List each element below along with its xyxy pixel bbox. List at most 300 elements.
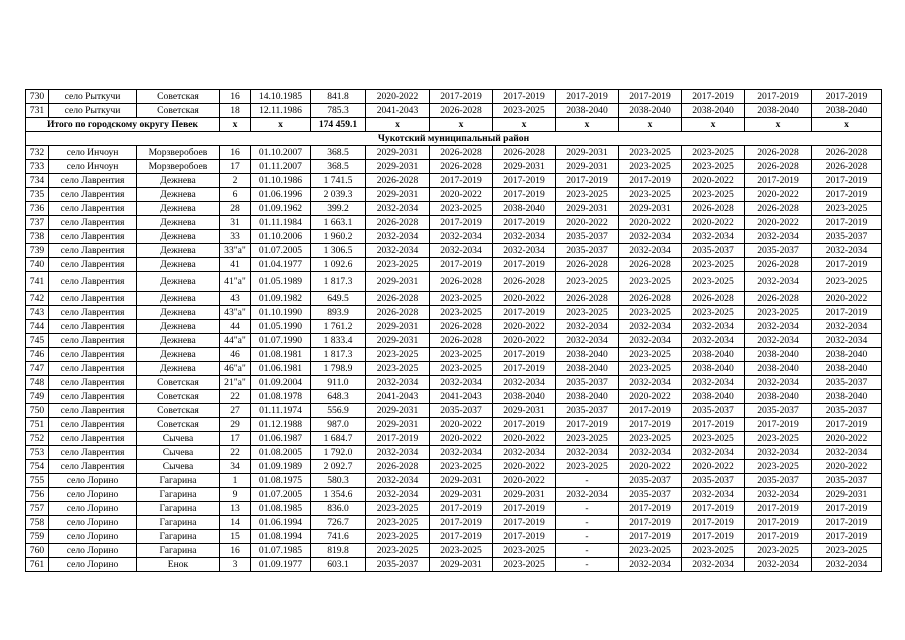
cell-year-elevator: 2017-2019 bbox=[556, 90, 619, 104]
cell-house-number: 16 bbox=[220, 90, 251, 104]
cell-row-number: 756 bbox=[26, 488, 49, 502]
cell-row-number: 761 bbox=[26, 558, 49, 572]
cell-year-roof: 2026-2028 bbox=[366, 292, 430, 306]
cell-settlement: село Лорино bbox=[49, 488, 137, 502]
cell-year-facade: 2017-2019 bbox=[430, 516, 493, 530]
cell-year-sewer: 2038-2040 bbox=[745, 104, 812, 118]
cell-row-number: 758 bbox=[26, 516, 49, 530]
cell-total-area: 2 092.7 bbox=[311, 460, 366, 474]
cell-year-foundation: 2020-2022 bbox=[493, 460, 556, 474]
cell-year-elevator: 2029-2031 bbox=[556, 146, 619, 160]
cell-year-sewer: 2023-2025 bbox=[745, 460, 812, 474]
cell-year-roof: 2023-2025 bbox=[366, 544, 430, 558]
cell-total-area: 893.9 bbox=[311, 306, 366, 320]
cell-house-number: 44 bbox=[220, 320, 251, 334]
cell-street: Гагарина bbox=[137, 474, 220, 488]
document-page bbox=[25, 89, 881, 572]
cell-row-number: 740 bbox=[26, 258, 49, 272]
cell-year-foundation: 2020-2022 bbox=[493, 292, 556, 306]
cell-commission-date: 01.09.1989 bbox=[251, 460, 311, 474]
cell-year-electric: 2038-2040 bbox=[812, 348, 882, 362]
cell-year-sewer: 2038-2040 bbox=[745, 348, 812, 362]
table-row bbox=[26, 202, 882, 216]
cell-commission-date: 01.09.2004 bbox=[251, 376, 311, 390]
cell-year-elevator: - bbox=[556, 530, 619, 544]
cell-commission-date: 01.12.1988 bbox=[251, 418, 311, 432]
cell-total-area: 785.3 bbox=[311, 104, 366, 118]
cell-commission-date: 01.10.2007 bbox=[251, 146, 311, 160]
cell-house-number: 13 bbox=[220, 502, 251, 516]
cell-commission-date: 01.08.1985 bbox=[251, 502, 311, 516]
cell-year-foundation: 2026-2028 bbox=[493, 146, 556, 160]
cell-year-sewer: 2017-2019 bbox=[745, 174, 812, 188]
cell-street: Гагарина bbox=[137, 544, 220, 558]
cell-year-electric: 2029-2031 bbox=[812, 488, 882, 502]
cell-year-electric: 2035-2037 bbox=[812, 230, 882, 244]
cell-year-facade: 2023-2025 bbox=[430, 306, 493, 320]
cell-year-elevator: 2038-2040 bbox=[556, 348, 619, 362]
cell-total-area: 1 306.5 bbox=[311, 244, 366, 258]
cell-settlement: село Лаврентия bbox=[49, 244, 137, 258]
cell-year-heating: 2020-2022 bbox=[619, 216, 682, 230]
cell-commission-date: 01.10.1990 bbox=[251, 306, 311, 320]
cell-year-water: 2020-2022 bbox=[682, 460, 745, 474]
table-row bbox=[26, 544, 882, 558]
cell-year-water: 2017-2019 bbox=[682, 516, 745, 530]
cell-commission-date: 01.11.1974 bbox=[251, 404, 311, 418]
cell-year-foundation: 2017-2019 bbox=[493, 348, 556, 362]
total-year-cell: x bbox=[682, 118, 745, 132]
cell-year-electric: 2020-2022 bbox=[812, 460, 882, 474]
cell-year-sewer: 2023-2025 bbox=[745, 544, 812, 558]
cell-commission-date: 01.08.1978 bbox=[251, 390, 311, 404]
cell-street: Гагарина bbox=[137, 502, 220, 516]
cell-year-electric: 2035-2037 bbox=[812, 474, 882, 488]
cell-year-roof: 2041-2043 bbox=[366, 104, 430, 118]
cell-settlement: село Лаврентия bbox=[49, 362, 137, 376]
cell-year-heating: 2032-2034 bbox=[619, 376, 682, 390]
cell-year-facade: 2026-2028 bbox=[430, 272, 493, 292]
cell-settlement: село Инчоун bbox=[49, 160, 137, 174]
cell-total-area: 1 741.5 bbox=[311, 174, 366, 188]
cell-commission-date: 01.06.1996 bbox=[251, 188, 311, 202]
cell-year-foundation: 2017-2019 bbox=[493, 216, 556, 230]
table-row bbox=[26, 376, 882, 390]
cell-commission-date: 14.10.1985 bbox=[251, 90, 311, 104]
cell-commission-date: 01.07.2005 bbox=[251, 244, 311, 258]
cell-row-number: 742 bbox=[26, 292, 49, 306]
cell-year-facade: 2032-2034 bbox=[430, 230, 493, 244]
table-row bbox=[26, 104, 882, 118]
cell-street: Морзверобоев bbox=[137, 160, 220, 174]
cell-settlement: село Лорино bbox=[49, 544, 137, 558]
cell-year-electric: 2017-2019 bbox=[812, 418, 882, 432]
cell-year-facade: 2026-2028 bbox=[430, 320, 493, 334]
cell-year-sewer: 2017-2019 bbox=[745, 516, 812, 530]
cell-house-number: 3 bbox=[220, 558, 251, 572]
cell-settlement: село Рыткучи bbox=[49, 104, 137, 118]
cell-year-water: 2017-2019 bbox=[682, 530, 745, 544]
cell-year-sewer: 2026-2028 bbox=[745, 292, 812, 306]
cell-year-facade: 2020-2022 bbox=[430, 188, 493, 202]
cell-year-foundation: 2032-2034 bbox=[493, 446, 556, 460]
cell-settlement: село Лаврентия bbox=[49, 292, 137, 306]
cell-row-number: 749 bbox=[26, 390, 49, 404]
cell-year-elevator: 2035-2037 bbox=[556, 376, 619, 390]
cell-year-water: 2023-2025 bbox=[682, 272, 745, 292]
cell-year-water: 2017-2019 bbox=[682, 418, 745, 432]
cell-year-roof: 2041-2043 bbox=[366, 390, 430, 404]
cell-year-foundation: 2038-2040 bbox=[493, 202, 556, 216]
table-row bbox=[26, 334, 882, 348]
cell-year-electric: 2017-2019 bbox=[812, 530, 882, 544]
cell-year-electric: 2038-2040 bbox=[812, 362, 882, 376]
cell-settlement: село Лаврентия bbox=[49, 272, 137, 292]
cell-year-foundation: 2017-2019 bbox=[493, 306, 556, 320]
cell-year-electric: 2038-2040 bbox=[812, 104, 882, 118]
cell-year-roof: 2029-2031 bbox=[366, 334, 430, 348]
cell-house-number: 22 bbox=[220, 446, 251, 460]
cell-total-area: 603.1 bbox=[311, 558, 366, 572]
cell-street: Енок bbox=[137, 558, 220, 572]
cell-year-water: 2038-2040 bbox=[682, 390, 745, 404]
cell-row-number: 744 bbox=[26, 320, 49, 334]
cell-year-water: 2017-2019 bbox=[682, 502, 745, 516]
cell-total-area: 1 792.0 bbox=[311, 446, 366, 460]
table-row bbox=[26, 230, 882, 244]
cell-year-electric: 2032-2034 bbox=[812, 446, 882, 460]
cell-settlement: село Лаврентия bbox=[49, 174, 137, 188]
cell-year-elevator: 2023-2025 bbox=[556, 306, 619, 320]
cell-house-number: 22 bbox=[220, 390, 251, 404]
cell-year-facade: 2020-2022 bbox=[430, 432, 493, 446]
cell-year-water: 2038-2040 bbox=[682, 362, 745, 376]
cell-year-sewer: 2032-2034 bbox=[745, 334, 812, 348]
cell-row-number: 747 bbox=[26, 362, 49, 376]
cell-street: Дежнева bbox=[137, 244, 220, 258]
cell-settlement: село Лорино bbox=[49, 474, 137, 488]
table-row bbox=[26, 244, 882, 258]
cell-year-sewer: 2023-2025 bbox=[745, 432, 812, 446]
cell-year-facade: 2041-2043 bbox=[430, 390, 493, 404]
cell-total-area: 1 817.3 bbox=[311, 272, 366, 292]
cell-year-roof: 2032-2034 bbox=[366, 244, 430, 258]
table-row bbox=[26, 460, 882, 474]
cell-year-roof: 2029-2031 bbox=[366, 188, 430, 202]
cell-year-facade: 2017-2019 bbox=[430, 258, 493, 272]
cell-year-foundation: 2032-2034 bbox=[493, 230, 556, 244]
cell-year-roof: 2026-2028 bbox=[366, 306, 430, 320]
cell-commission-date: 01.08.2005 bbox=[251, 446, 311, 460]
cell-year-water: 2020-2022 bbox=[682, 174, 745, 188]
cell-settlement: село Инчоун bbox=[49, 146, 137, 160]
cell-year-roof: 2023-2025 bbox=[366, 362, 430, 376]
cell-year-roof: 2020-2022 bbox=[366, 90, 430, 104]
cell-settlement: село Лаврентия bbox=[49, 306, 137, 320]
cell-year-water: 2023-2025 bbox=[682, 146, 745, 160]
cell-year-electric: 2023-2025 bbox=[812, 544, 882, 558]
cell-year-roof: 2029-2031 bbox=[366, 418, 430, 432]
cell-settlement: село Лаврентия bbox=[49, 334, 137, 348]
table-row bbox=[26, 502, 882, 516]
cell-year-electric: 2032-2034 bbox=[812, 334, 882, 348]
cell-year-roof: 2035-2037 bbox=[366, 558, 430, 572]
table-row bbox=[26, 418, 882, 432]
cell-year-roof: 2026-2028 bbox=[366, 460, 430, 474]
cell-year-elevator: 2035-2037 bbox=[556, 244, 619, 258]
cell-settlement: село Лаврентия bbox=[49, 418, 137, 432]
cell-year-roof: 2026-2028 bbox=[366, 174, 430, 188]
table-row bbox=[26, 432, 882, 446]
cell-commission-date: 01.09.1977 bbox=[251, 558, 311, 572]
cell-year-foundation: 2020-2022 bbox=[493, 334, 556, 348]
cell-year-heating: 2023-2025 bbox=[619, 160, 682, 174]
cell-settlement: село Лаврентия bbox=[49, 188, 137, 202]
table-row bbox=[26, 272, 882, 292]
cell-year-facade: 2032-2034 bbox=[430, 446, 493, 460]
cell-year-roof: 2032-2034 bbox=[366, 230, 430, 244]
cell-street: Морзверобоев bbox=[137, 146, 220, 160]
cell-commission-date: 01.11.1984 bbox=[251, 216, 311, 230]
cell-year-foundation: 2017-2019 bbox=[493, 502, 556, 516]
cell-year-heating: 2026-2028 bbox=[619, 292, 682, 306]
cell-settlement: село Лаврентия bbox=[49, 320, 137, 334]
cell-house-number: 44"а" bbox=[220, 334, 251, 348]
cell-year-sewer: 2026-2028 bbox=[745, 146, 812, 160]
cell-street: Советская bbox=[137, 376, 220, 390]
total-row bbox=[26, 118, 882, 132]
cell-year-electric: 2038-2040 bbox=[812, 390, 882, 404]
cell-year-heating: 2023-2025 bbox=[619, 362, 682, 376]
cell-year-electric: 2017-2019 bbox=[812, 90, 882, 104]
cell-row-number: 745 bbox=[26, 334, 49, 348]
cell-year-water: 2023-2025 bbox=[682, 432, 745, 446]
cell-year-water: 2032-2034 bbox=[682, 376, 745, 390]
cell-row-number: 731 bbox=[26, 104, 49, 118]
cell-total-area: 1 817.3 bbox=[311, 348, 366, 362]
cell-year-sewer: 2032-2034 bbox=[745, 320, 812, 334]
cell-year-sewer: 2017-2019 bbox=[745, 90, 812, 104]
cell-year-sewer: 2017-2019 bbox=[745, 502, 812, 516]
cell-year-water: 2023-2025 bbox=[682, 188, 745, 202]
cell-year-foundation: 2017-2019 bbox=[493, 90, 556, 104]
cell-row-number: 730 bbox=[26, 90, 49, 104]
total-year-cell: x bbox=[493, 118, 556, 132]
cell-settlement: село Лаврентия bbox=[49, 390, 137, 404]
total-cell-1: x bbox=[220, 118, 251, 132]
cell-street: Советская bbox=[137, 418, 220, 432]
cell-commission-date: 01.07.1990 bbox=[251, 334, 311, 348]
cell-year-elevator: 2038-2040 bbox=[556, 390, 619, 404]
cell-year-foundation: 2017-2019 bbox=[493, 418, 556, 432]
cell-house-number: 41"а" bbox=[220, 272, 251, 292]
cell-year-heating: 2032-2034 bbox=[619, 446, 682, 460]
cell-commission-date: 01.08.1994 bbox=[251, 530, 311, 544]
cell-total-area: 741.6 bbox=[311, 530, 366, 544]
cell-house-number: 27 bbox=[220, 404, 251, 418]
cell-year-water: 2026-2028 bbox=[682, 292, 745, 306]
cell-settlement: село Лаврентия bbox=[49, 230, 137, 244]
cell-commission-date: 01.10.1986 bbox=[251, 174, 311, 188]
cell-house-number: 6 bbox=[220, 188, 251, 202]
cell-commission-date: 01.05.1989 bbox=[251, 272, 311, 292]
cell-row-number: 743 bbox=[26, 306, 49, 320]
cell-year-heating: 2038-2040 bbox=[619, 104, 682, 118]
cell-year-heating: 2017-2019 bbox=[619, 404, 682, 418]
cell-settlement: село Лаврентия bbox=[49, 258, 137, 272]
cell-year-elevator: 2035-2037 bbox=[556, 230, 619, 244]
cell-year-sewer: 2032-2034 bbox=[745, 376, 812, 390]
cell-year-facade: 2017-2019 bbox=[430, 502, 493, 516]
cell-settlement: село Лорино bbox=[49, 516, 137, 530]
cell-street: Дежнева bbox=[137, 348, 220, 362]
cell-year-water: 2035-2037 bbox=[682, 244, 745, 258]
cell-row-number: 752 bbox=[26, 432, 49, 446]
table-row bbox=[26, 292, 882, 306]
cell-street: Дежнева bbox=[137, 292, 220, 306]
cell-year-sewer: 2032-2034 bbox=[745, 230, 812, 244]
cell-street: Дежнева bbox=[137, 174, 220, 188]
cell-year-elevator: - bbox=[556, 544, 619, 558]
cell-year-electric: 2020-2022 bbox=[812, 432, 882, 446]
cell-street: Дежнева bbox=[137, 258, 220, 272]
table-row bbox=[26, 174, 882, 188]
cell-total-area: 987.0 bbox=[311, 418, 366, 432]
cell-year-elevator: 2032-2034 bbox=[556, 334, 619, 348]
cell-year-heating: 2035-2037 bbox=[619, 474, 682, 488]
cell-year-foundation: 2023-2025 bbox=[493, 544, 556, 558]
total-cell-2: x bbox=[251, 118, 311, 132]
cell-year-electric: 2017-2019 bbox=[812, 516, 882, 530]
cell-year-heating: 2017-2019 bbox=[619, 530, 682, 544]
cell-total-area: 1 833.4 bbox=[311, 334, 366, 348]
cell-house-number: 46"а" bbox=[220, 362, 251, 376]
cell-year-elevator: 2020-2022 bbox=[556, 216, 619, 230]
cell-commission-date: 01.11.2007 bbox=[251, 160, 311, 174]
cell-year-facade: 2023-2025 bbox=[430, 202, 493, 216]
table-row bbox=[26, 558, 882, 572]
cell-row-number: 750 bbox=[26, 404, 49, 418]
cell-year-foundation: 2029-2031 bbox=[493, 488, 556, 502]
table-row bbox=[26, 320, 882, 334]
cell-row-number: 751 bbox=[26, 418, 49, 432]
cell-year-roof: 2032-2034 bbox=[366, 202, 430, 216]
table-row bbox=[26, 488, 882, 502]
cell-year-facade: 2026-2028 bbox=[430, 146, 493, 160]
total-year-cell: x bbox=[812, 118, 882, 132]
cell-year-facade: 2026-2028 bbox=[430, 334, 493, 348]
cell-row-number: 746 bbox=[26, 348, 49, 362]
cell-total-area: 399.2 bbox=[311, 202, 366, 216]
cell-year-water: 2032-2034 bbox=[682, 334, 745, 348]
cell-year-heating: 2017-2019 bbox=[619, 418, 682, 432]
cell-year-facade: 2029-2031 bbox=[430, 558, 493, 572]
cell-year-sewer: 2017-2019 bbox=[745, 530, 812, 544]
cell-year-roof: 2026-2028 bbox=[366, 216, 430, 230]
cell-year-electric: 2017-2019 bbox=[812, 216, 882, 230]
cell-total-area: 1 761.2 bbox=[311, 320, 366, 334]
cell-year-electric: 2023-2025 bbox=[812, 272, 882, 292]
cell-row-number: 754 bbox=[26, 460, 49, 474]
cell-street: Советская bbox=[137, 104, 220, 118]
cell-year-electric: 2035-2037 bbox=[812, 376, 882, 390]
cell-total-area: 368.5 bbox=[311, 160, 366, 174]
cell-year-foundation: 2017-2019 bbox=[493, 516, 556, 530]
cell-total-area: 2 039.3 bbox=[311, 188, 366, 202]
cell-year-roof: 2029-2031 bbox=[366, 272, 430, 292]
cell-year-foundation: 2029-2031 bbox=[493, 160, 556, 174]
cell-year-heating: 2023-2025 bbox=[619, 188, 682, 202]
cell-settlement: село Лаврентия bbox=[49, 348, 137, 362]
cell-year-water: 2035-2037 bbox=[682, 474, 745, 488]
cell-settlement: село Лаврентия bbox=[49, 446, 137, 460]
cell-settlement: село Лаврентия bbox=[49, 404, 137, 418]
cell-year-heating: 2017-2019 bbox=[619, 90, 682, 104]
cell-house-number: 46 bbox=[220, 348, 251, 362]
cell-year-heating: 2020-2022 bbox=[619, 460, 682, 474]
cell-commission-date: 01.04.1977 bbox=[251, 258, 311, 272]
cell-year-sewer: 2035-2037 bbox=[745, 474, 812, 488]
cell-settlement: село Лорино bbox=[49, 502, 137, 516]
cell-year-elevator: 2029-2031 bbox=[556, 160, 619, 174]
cell-year-sewer: 2032-2034 bbox=[745, 558, 812, 572]
cell-year-foundation: 2017-2019 bbox=[493, 174, 556, 188]
cell-year-roof: 2029-2031 bbox=[366, 160, 430, 174]
table-row bbox=[26, 216, 882, 230]
cell-total-area: 1 798.9 bbox=[311, 362, 366, 376]
table-body bbox=[26, 90, 882, 572]
cell-year-electric: 2026-2028 bbox=[812, 146, 882, 160]
cell-year-roof: 2029-2031 bbox=[366, 320, 430, 334]
table-row bbox=[26, 516, 882, 530]
cell-year-facade: 2023-2025 bbox=[430, 362, 493, 376]
cell-row-number: 739 bbox=[26, 244, 49, 258]
cell-year-water: 2035-2037 bbox=[682, 404, 745, 418]
cell-year-sewer: 2038-2040 bbox=[745, 390, 812, 404]
table-row bbox=[26, 90, 882, 104]
cell-year-elevator: 2035-2037 bbox=[556, 404, 619, 418]
cell-street: Дежнева bbox=[137, 320, 220, 334]
cell-year-heating: 2023-2025 bbox=[619, 306, 682, 320]
cell-year-water: 2023-2025 bbox=[682, 258, 745, 272]
table-row bbox=[26, 188, 882, 202]
cell-house-number: 16 bbox=[220, 544, 251, 558]
cell-row-number: 733 bbox=[26, 160, 49, 174]
cell-year-foundation: 2020-2022 bbox=[493, 320, 556, 334]
cell-year-water: 2020-2022 bbox=[682, 216, 745, 230]
cell-street: Советская bbox=[137, 90, 220, 104]
cell-house-number: 29 bbox=[220, 418, 251, 432]
table-row bbox=[26, 306, 882, 320]
cell-year-foundation: 2017-2019 bbox=[493, 530, 556, 544]
table-row bbox=[26, 404, 882, 418]
cell-year-elevator: 2017-2019 bbox=[556, 174, 619, 188]
cell-row-number: 753 bbox=[26, 446, 49, 460]
cell-total-area: 648.3 bbox=[311, 390, 366, 404]
total-year-cell: x bbox=[745, 118, 812, 132]
cell-year-facade: 2026-2028 bbox=[430, 160, 493, 174]
cell-year-elevator: 2026-2028 bbox=[556, 258, 619, 272]
cell-year-heating: 2035-2037 bbox=[619, 488, 682, 502]
total-year-cell: x bbox=[556, 118, 619, 132]
cell-year-water: 2032-2034 bbox=[682, 320, 745, 334]
cell-year-electric: 2017-2019 bbox=[812, 188, 882, 202]
cell-year-sewer: 2023-2025 bbox=[745, 306, 812, 320]
cell-year-water: 2023-2025 bbox=[682, 160, 745, 174]
cell-year-elevator: - bbox=[556, 516, 619, 530]
cell-year-heating: 2023-2025 bbox=[619, 348, 682, 362]
cell-year-elevator: - bbox=[556, 502, 619, 516]
